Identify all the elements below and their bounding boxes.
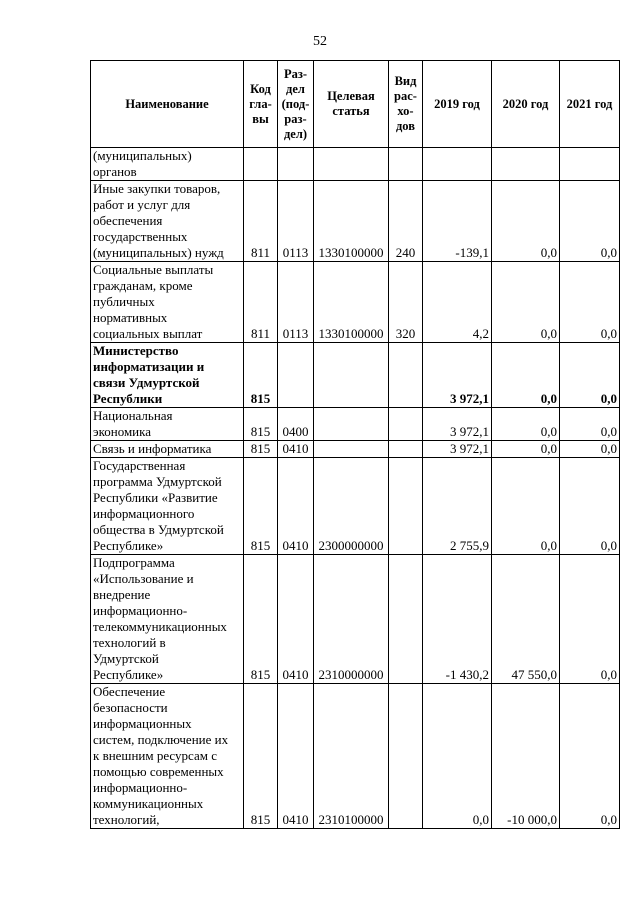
cell-target [314, 343, 389, 408]
cell-2019: 3 972,1 [423, 441, 492, 458]
cell-code: 815 [244, 408, 278, 441]
cell-2019 [423, 148, 492, 181]
table-row [91, 181, 620, 262]
cell-name: Иные закупки товаров, работ и услуг для обеспечения государственных (муниципальных) нужд [91, 181, 244, 262]
cell-code [244, 148, 278, 181]
cell-section [278, 343, 314, 408]
cell-code: 815 [244, 343, 278, 408]
table-header-row [91, 61, 620, 148]
cell-kind [389, 408, 423, 441]
cell-section: 0113 [278, 262, 314, 343]
header-name: Наименование [91, 61, 244, 148]
cell-target [314, 441, 389, 458]
table-row [91, 441, 620, 458]
table-row [91, 684, 620, 829]
table-row [91, 148, 620, 181]
cell-name: Государственная программа Удмуртской Республики «Развитие информационного общества в Удмуртской Республике» [91, 458, 244, 555]
cell-2021: 0,0 [560, 262, 620, 343]
cell-2019: -1 430,2 [423, 555, 492, 684]
cell-code: 815 [244, 555, 278, 684]
header-target: Целевая статья [314, 61, 389, 148]
cell-section: 0410 [278, 555, 314, 684]
cell-2020: 0,0 [492, 441, 560, 458]
cell-2020: 0,0 [492, 408, 560, 441]
budget-table [90, 60, 620, 829]
cell-section: 0410 [278, 684, 314, 829]
cell-2021: 0,0 [560, 408, 620, 441]
cell-kind [389, 148, 423, 181]
header-2019: 2019 год [423, 61, 492, 148]
table-row [91, 555, 620, 684]
cell-2020: -10 000,0 [492, 684, 560, 829]
cell-name: Социальные выплаты гражданам, кроме публичных нормативных социальных выплат [91, 262, 244, 343]
cell-2021: 0,0 [560, 181, 620, 262]
cell-2019: 2 755,9 [423, 458, 492, 555]
cell-name: (муниципальных) органов [91, 148, 244, 181]
cell-2020: 0,0 [492, 262, 560, 343]
cell-kind: 320 [389, 262, 423, 343]
header-2021: 2021 год [560, 61, 620, 148]
cell-2020: 0,0 [492, 458, 560, 555]
table-row [91, 262, 620, 343]
cell-kind [389, 458, 423, 555]
cell-kind [389, 684, 423, 829]
cell-section: 0410 [278, 458, 314, 555]
cell-section: 0400 [278, 408, 314, 441]
cell-name: Обеспечение безопасности информационных систем, подключение их к внешним ресурсам с помощью современных информационно- коммуникационных технологий, [91, 684, 244, 829]
cell-2019: 3 972,1 [423, 343, 492, 408]
header-2020: 2020 год [492, 61, 560, 148]
cell-kind: 240 [389, 181, 423, 262]
cell-2020: 0,0 [492, 181, 560, 262]
cell-name: Подпрограмма «Использование и внедрение информационно- телекоммуникационных технологий в Удмуртской Республике» [91, 555, 244, 684]
cell-code: 815 [244, 441, 278, 458]
cell-2021: 0,0 [560, 343, 620, 408]
table-row [91, 343, 620, 408]
cell-kind [389, 343, 423, 408]
cell-section [278, 148, 314, 181]
page-number: 52 [313, 34, 327, 49]
cell-2020 [492, 148, 560, 181]
cell-2019: -139,1 [423, 181, 492, 262]
cell-name: Национальная экономика [91, 408, 244, 441]
cell-code: 811 [244, 181, 278, 262]
cell-section: 0410 [278, 441, 314, 458]
table-row [91, 408, 620, 441]
cell-target: 2310000000 [314, 555, 389, 684]
cell-code: 811 [244, 262, 278, 343]
cell-2019: 0,0 [423, 684, 492, 829]
header-section: Раз- дел (под- раз- дел) [278, 61, 314, 148]
cell-code: 815 [244, 458, 278, 555]
header-code: Код гла- вы [244, 61, 278, 148]
cell-2019: 3 972,1 [423, 408, 492, 441]
cell-2020: 0,0 [492, 343, 560, 408]
table-body [91, 148, 620, 829]
cell-2021: 0,0 [560, 555, 620, 684]
cell-target [314, 148, 389, 181]
header-kind: Вид рас- хо- дов [389, 61, 423, 148]
cell-code: 815 [244, 684, 278, 829]
cell-2020: 47 550,0 [492, 555, 560, 684]
cell-2021: 0,0 [560, 458, 620, 555]
cell-2021: 0,0 [560, 684, 620, 829]
cell-target: 1330100000 [314, 262, 389, 343]
cell-target: 2300000000 [314, 458, 389, 555]
table-row [91, 458, 620, 555]
cell-name: Связь и информатика [91, 441, 244, 458]
cell-kind [389, 441, 423, 458]
cell-2019: 4,2 [423, 262, 492, 343]
cell-name: Министерство информатизации и связи Удмуртской Республики [91, 343, 244, 408]
cell-kind [389, 555, 423, 684]
cell-2021 [560, 148, 620, 181]
cell-target [314, 408, 389, 441]
cell-section: 0113 [278, 181, 314, 262]
cell-target: 1330100000 [314, 181, 389, 262]
cell-2021: 0,0 [560, 441, 620, 458]
cell-target: 2310100000 [314, 684, 389, 829]
